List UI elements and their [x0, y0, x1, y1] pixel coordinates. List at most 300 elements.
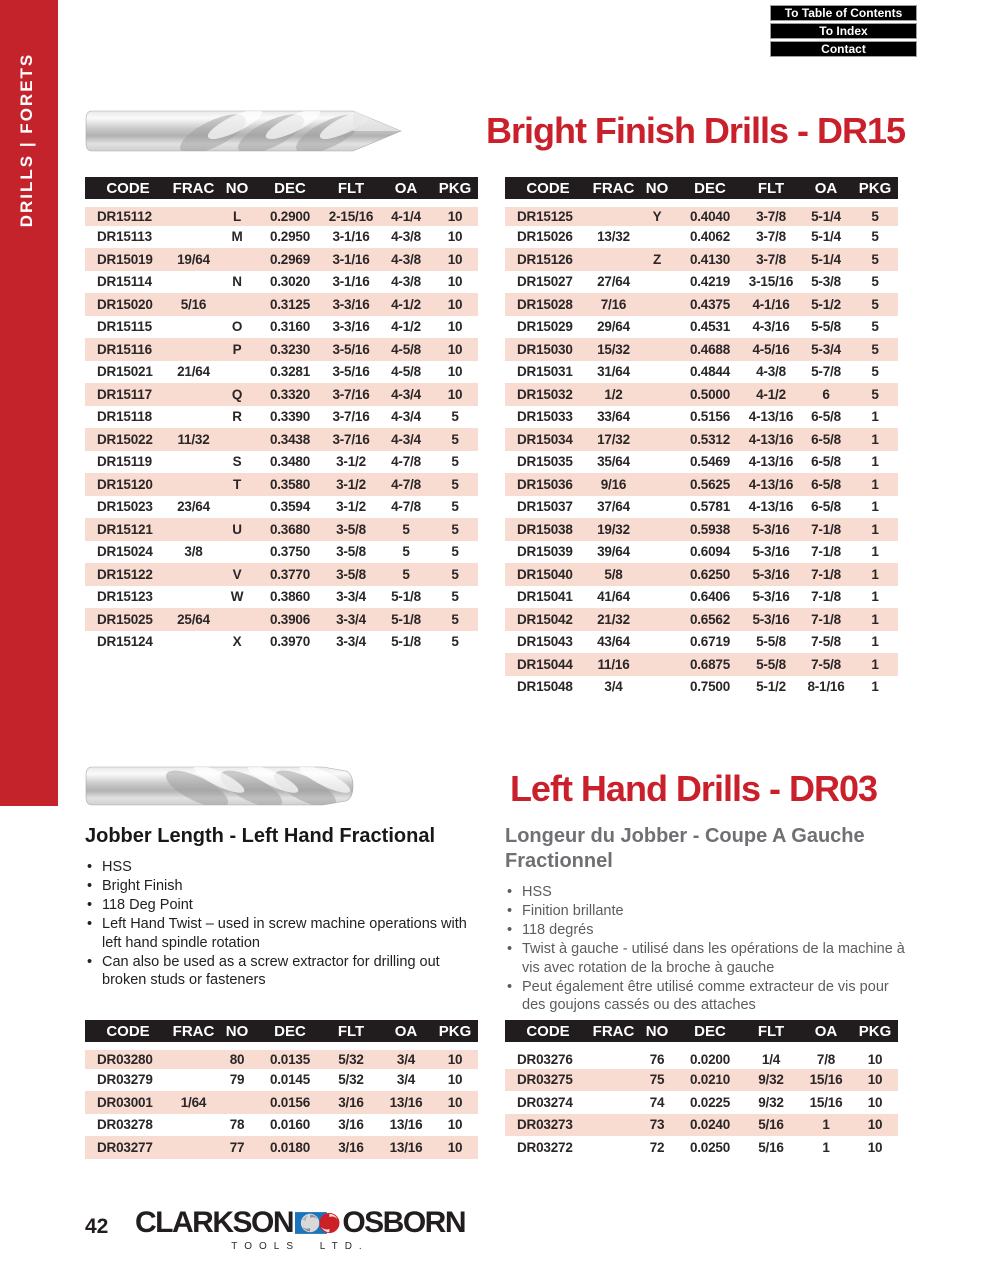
- table-cell: 29/64: [597, 319, 630, 335]
- table-cell: DR15037: [517, 499, 573, 515]
- table-row: [505, 518, 898, 541]
- column-header: PKG: [432, 1020, 478, 1046]
- table-cell: 1/2: [604, 386, 623, 402]
- table-cell: 13/16: [389, 1094, 423, 1110]
- table-cell: 5-5/8: [756, 656, 786, 672]
- table-cell: 1: [871, 476, 879, 492]
- table-cell: 43/64: [597, 634, 630, 650]
- table-cell: DR15024: [97, 544, 153, 560]
- table-cell: 10: [447, 386, 463, 402]
- table-cell: DR15123: [97, 589, 153, 605]
- column-header: NO: [216, 1020, 258, 1046]
- table-cell: 5-5/8: [756, 634, 786, 650]
- table-cell: 4-1/2: [391, 296, 421, 312]
- table-cell: DR03278: [97, 1117, 153, 1133]
- table-cell: 11/16: [597, 656, 630, 672]
- table-cell: 2-15/16: [328, 208, 374, 224]
- table-cell: 0.0135: [269, 1051, 311, 1067]
- table-cell: N: [232, 274, 242, 290]
- table-row: [505, 1046, 898, 1069]
- logo-swirl-icon: [295, 1208, 340, 1238]
- table-cell: DR03279: [97, 1072, 153, 1088]
- column-header: OA: [380, 177, 432, 203]
- table-cell: 7-1/8: [811, 544, 841, 560]
- table-cell: 7-1/8: [811, 611, 841, 627]
- table-cell: 5-3/8: [811, 274, 841, 290]
- table-cell: DR15026: [517, 229, 573, 245]
- table-cell: 3/16: [338, 1117, 364, 1133]
- table-row: [505, 361, 898, 384]
- table-cell: [636, 383, 678, 406]
- column-header: FRAC: [591, 1020, 636, 1046]
- table-cell: [636, 676, 678, 699]
- table-cell: 7/8: [816, 1051, 836, 1067]
- table-cell: DR15022: [97, 431, 153, 447]
- table-row: [85, 226, 478, 249]
- table-cell: 0.3480: [269, 454, 311, 470]
- table-cell: 3-7/8: [756, 208, 786, 224]
- table-cell: [636, 428, 678, 451]
- dr15-table-left: [85, 177, 478, 653]
- table-cell: 37/64: [597, 499, 630, 515]
- table-cell: 0.0225: [689, 1094, 731, 1110]
- table-cell: DR15044: [517, 656, 573, 672]
- table-row: [505, 203, 898, 226]
- bullet-item: • Finition brillante: [505, 902, 905, 921]
- table-cell: 5: [451, 454, 459, 470]
- bullet-item: • Left Hand Twist – used in screw machine operations with left hand spindle rotation: [85, 915, 477, 952]
- table-cell: 4-13/16: [748, 499, 794, 515]
- table-cell: 3-15/16: [748, 274, 794, 290]
- table-cell: DR15028: [517, 296, 573, 312]
- logo-subtext: TOOLS LTD.: [231, 1241, 369, 1252]
- table-cell: 79: [229, 1072, 245, 1088]
- bullet-item: • Peut également être utilisé comme extracteur de vis pour des goujons cassés ou des attaches: [505, 978, 905, 1015]
- table-row: [85, 1069, 478, 1092]
- table-cell: 80: [229, 1051, 245, 1067]
- table-cell: DR03001: [97, 1094, 153, 1110]
- table-cell: 5-3/16: [752, 521, 790, 537]
- table-cell: 5: [402, 521, 410, 537]
- table-cell: 5-5/8: [811, 319, 841, 335]
- table-row: [505, 1136, 898, 1159]
- table-row: [505, 496, 898, 519]
- table-cell: DR15025: [97, 611, 153, 627]
- table-cell: 3-1/16: [332, 274, 370, 290]
- logo-text-clarkson: CLARKSON: [135, 1206, 293, 1239]
- table-cell: 3-1/16: [332, 229, 370, 245]
- dr03-table-right: [505, 1020, 898, 1159]
- table-row: [505, 316, 898, 339]
- column-header: PKG: [852, 1020, 898, 1046]
- table-cell: 0.4130: [689, 251, 731, 267]
- table-cell: [216, 293, 258, 316]
- table-cell: 3-3/4: [336, 589, 366, 605]
- table-cell: 5: [871, 386, 879, 402]
- table-cell: 5-1/8: [391, 634, 421, 650]
- table-cell: DR03280: [97, 1051, 153, 1067]
- table-cell: 3-7/8: [756, 251, 786, 267]
- table-row: [505, 608, 898, 631]
- table-cell: [591, 1114, 636, 1137]
- table-cell: 5: [871, 208, 879, 224]
- table-cell: 6: [822, 386, 830, 402]
- table-cell: DR15121: [97, 521, 153, 537]
- table-cell: DR15048: [517, 679, 573, 695]
- table-cell: [171, 631, 216, 654]
- table-cell: [636, 541, 678, 564]
- column-header: FRAC: [171, 1020, 216, 1046]
- table-cell: 1/4: [761, 1051, 781, 1067]
- table-cell: DR15117: [97, 386, 152, 402]
- table-cell: 7-1/8: [811, 566, 841, 582]
- table-cell: 0.3770: [269, 566, 311, 582]
- table-cell: 0.7500: [689, 679, 731, 695]
- table-cell: [636, 406, 678, 429]
- table-cell: DR15042: [517, 611, 573, 627]
- table-cell: 3-5/8: [336, 521, 366, 537]
- table-cell: DR15027: [517, 274, 573, 290]
- table-cell: DR15038: [517, 521, 573, 537]
- table-cell: DR15034: [517, 431, 573, 447]
- table-cell: 10: [447, 1051, 463, 1067]
- table-row: [505, 428, 898, 451]
- table-row: [505, 226, 898, 249]
- table-cell: 6-5/8: [811, 454, 841, 470]
- table-cell: 3/4: [396, 1051, 416, 1067]
- table-row: [505, 1069, 898, 1092]
- table-cell: [636, 563, 678, 586]
- column-header: OA: [800, 1020, 852, 1046]
- table-cell: 0.3860: [269, 589, 311, 605]
- table-cell: DR15030: [517, 341, 573, 357]
- table-cell: 10: [447, 1094, 463, 1110]
- left-hand-drill-image: [85, 758, 355, 814]
- table-cell: DR15041: [517, 589, 573, 605]
- table-cell: DR15114: [97, 274, 152, 290]
- table-row: [505, 1091, 898, 1114]
- table-cell: 21/32: [597, 611, 630, 627]
- table-cell: 5-1/2: [811, 296, 841, 312]
- table-cell: 23/64: [177, 499, 210, 515]
- to-table-of-contents-button[interactable]: To Table of Contents: [770, 5, 917, 21]
- table-cell: 5: [871, 229, 879, 245]
- table-cell: 0.0180: [269, 1139, 311, 1155]
- table-cell: 5-3/16: [752, 611, 790, 627]
- table-cell: 0.4219: [689, 274, 731, 290]
- table-cell: [171, 586, 216, 609]
- table-cell: 1: [871, 589, 879, 605]
- table-cell: 9/32: [758, 1072, 784, 1088]
- bullet-item: • Twist à gauche - utilisé dans les opérations de la machine à vis avec rotation de la broche à gauche: [505, 940, 905, 977]
- table-row: [85, 473, 478, 496]
- table-cell: 0.6875: [689, 656, 731, 672]
- table-cell: 11/32: [177, 431, 210, 447]
- table-cell: [636, 338, 678, 361]
- table-cell: 0.2950: [269, 229, 311, 245]
- table-cell: 1: [871, 521, 879, 537]
- table-cell: 15/16: [809, 1072, 843, 1088]
- table-cell: 0.3438: [269, 431, 311, 447]
- table-cell: 4-1/16: [752, 296, 790, 312]
- table-cell: [636, 586, 678, 609]
- table-cell: DR15021: [97, 364, 153, 380]
- table-cell: 73: [649, 1117, 665, 1133]
- table-cell: 5/16: [180, 296, 207, 312]
- table-cell: 4-7/8: [391, 476, 421, 492]
- table-cell: 3-3/16: [332, 296, 370, 312]
- table-cell: 5: [871, 341, 879, 357]
- table-cell: [171, 226, 216, 249]
- table-cell: 3-1/16: [332, 251, 370, 267]
- table-cell: O: [231, 319, 243, 335]
- table-cell: 5: [871, 251, 879, 267]
- table-cell: DR03275: [517, 1072, 573, 1088]
- table-cell: 7-1/8: [811, 589, 841, 605]
- table-cell: 19/64: [177, 251, 210, 267]
- table-cell: 3/4: [396, 1072, 416, 1088]
- table-cell: 1: [871, 499, 879, 515]
- table-cell: [171, 1114, 216, 1137]
- table-cell: 0.6250: [689, 566, 731, 582]
- bullet-item: • Bright Finish: [85, 877, 477, 896]
- table-cell: 5: [402, 544, 410, 560]
- table-cell: 0.0210: [689, 1072, 731, 1088]
- table-row: [85, 203, 478, 226]
- table-cell: [636, 361, 678, 384]
- column-header: NO: [636, 1020, 678, 1046]
- sidebar-label: DRILLS | FORETS: [17, 52, 36, 228]
- table-cell: DR15031: [517, 364, 573, 380]
- table-cell: 0.5000: [689, 386, 731, 402]
- table-cell: [591, 1069, 636, 1092]
- table-cell: 3/16: [338, 1139, 364, 1155]
- table-cell: 10: [447, 229, 463, 245]
- table-cell: DR15126: [517, 251, 573, 267]
- table-row: [85, 361, 478, 384]
- table-cell: 13/32: [597, 229, 630, 245]
- table-cell: 5-1/4: [811, 251, 841, 267]
- table-cell: 35/64: [597, 454, 630, 470]
- table-cell: 10: [447, 1117, 463, 1133]
- table-cell: 4-13/16: [748, 431, 794, 447]
- table-cell: 6-5/8: [811, 476, 841, 492]
- table-cell: 5: [451, 521, 459, 537]
- table-cell: 74: [649, 1094, 665, 1110]
- table-cell: 5-1/2: [756, 679, 786, 695]
- table-cell: 4-3/8: [391, 251, 421, 267]
- table-cell: 5: [451, 409, 459, 425]
- table-cell: 4-3/16: [752, 319, 790, 335]
- table-cell: 0.3230: [269, 341, 311, 357]
- table-cell: 3-7/16: [332, 386, 370, 402]
- table-cell: 4-3/4: [391, 431, 421, 447]
- table-cell: 7-5/8: [811, 634, 841, 650]
- table-cell: 5/8: [604, 566, 623, 582]
- table-cell: [171, 338, 216, 361]
- table-cell: 5-3/16: [752, 589, 790, 605]
- table-cell: 0.4375: [689, 296, 731, 312]
- table-cell: 4-3/4: [391, 409, 421, 425]
- table-cell: DR15020: [97, 296, 153, 312]
- table-cell: 0.3390: [269, 409, 311, 425]
- twist-drill-image: [85, 100, 405, 162]
- table-cell: [171, 473, 216, 496]
- table-cell: V: [232, 566, 242, 582]
- table-cell: [591, 203, 636, 226]
- table-cell: 4-1/2: [756, 386, 786, 402]
- table-cell: 15/32: [597, 341, 630, 357]
- table-cell: [636, 496, 678, 519]
- table-row: [85, 271, 478, 294]
- table-cell: 0.5781: [689, 499, 731, 515]
- description-english: [85, 824, 477, 990]
- table-cell: 5: [871, 319, 879, 335]
- table-cell: 0.3680: [269, 521, 311, 537]
- table-cell: DR15023: [97, 499, 153, 515]
- table-cell: [171, 563, 216, 586]
- table-cell: 0.3125: [269, 296, 311, 312]
- table-cell: 0.3750: [269, 544, 311, 560]
- table-row: [505, 383, 898, 406]
- table-cell: 7-5/8: [811, 656, 841, 672]
- table-cell: 4-1/4: [391, 208, 421, 224]
- table-cell: 33/64: [597, 409, 630, 425]
- table-cell: 5-3/16: [752, 544, 790, 560]
- table-cell: 7-1/8: [811, 521, 841, 537]
- table-cell: [171, 271, 216, 294]
- table-cell: [636, 226, 678, 249]
- table-row: [85, 406, 478, 429]
- table-cell: [636, 271, 678, 294]
- table-cell: 3-1/2: [336, 454, 366, 470]
- table-cell: 1: [871, 566, 879, 582]
- table-cell: 7/16: [600, 296, 627, 312]
- table-row: [85, 316, 478, 339]
- table-cell: 10: [867, 1051, 883, 1067]
- table-cell: 0.6562: [689, 611, 731, 627]
- table-cell: 0.3580: [269, 476, 311, 492]
- table-row: [505, 451, 898, 474]
- to-index-button[interactable]: To Index: [770, 23, 917, 39]
- bullet-item: • HSS: [85, 858, 477, 877]
- table-cell: [216, 608, 258, 631]
- table-cell: 4-13/16: [748, 409, 794, 425]
- table-cell: 5/32: [338, 1072, 364, 1088]
- table-cell: 5/32: [338, 1051, 364, 1067]
- table-cell: [591, 1136, 636, 1159]
- table-row: [505, 676, 898, 699]
- table-cell: 1: [822, 1139, 830, 1155]
- table-cell: 10: [447, 296, 463, 312]
- table-cell: 72: [649, 1139, 665, 1155]
- table-row: [505, 406, 898, 429]
- table-cell: [171, 406, 216, 429]
- table-cell: 4-7/8: [391, 499, 421, 515]
- table-cell: 0.5625: [689, 476, 731, 492]
- table-cell: Q: [231, 386, 243, 402]
- table-cell: 9/32: [758, 1094, 784, 1110]
- table-cell: [636, 316, 678, 339]
- table-cell: 5/16: [758, 1117, 784, 1133]
- table-cell: [216, 541, 258, 564]
- table-cell: 5: [451, 634, 459, 650]
- column-header: CODE: [85, 1020, 171, 1046]
- table-cell: 10: [867, 1117, 883, 1133]
- table-cell: R: [232, 409, 242, 425]
- table-cell: [171, 1046, 216, 1069]
- table-row: [85, 608, 478, 631]
- column-header: NO: [216, 177, 258, 203]
- table-header-row: [505, 1020, 898, 1046]
- table-cell: [171, 1136, 216, 1159]
- table-cell: 21/64: [177, 364, 210, 380]
- bullet-item: • HSS: [505, 883, 905, 902]
- table-cell: DR15116: [97, 341, 152, 357]
- table-cell: [636, 451, 678, 474]
- table-cell: 3-1/2: [336, 499, 366, 515]
- table-cell: 0.2900: [269, 208, 311, 224]
- table-cell: [171, 383, 216, 406]
- table-cell: [216, 248, 258, 271]
- table-cell: [591, 248, 636, 271]
- table-cell: 0.0156: [269, 1094, 311, 1110]
- logo-text-osborn: OSBORN: [342, 1206, 465, 1239]
- contact-button[interactable]: Contact: [770, 41, 917, 57]
- table-cell: 78: [229, 1117, 245, 1133]
- table-cell: 3-5/16: [332, 364, 370, 380]
- table-row: [505, 293, 898, 316]
- table-cell: DR15029: [517, 319, 573, 335]
- table-cell: 4-7/8: [391, 454, 421, 470]
- table-cell: 10: [447, 274, 463, 290]
- table-row: [505, 563, 898, 586]
- table-cell: 77: [229, 1139, 245, 1155]
- table-cell: DR15112: [97, 208, 152, 224]
- table-cell: 75: [649, 1072, 665, 1088]
- table-row: [85, 1091, 478, 1114]
- table-cell: DR03277: [97, 1139, 153, 1155]
- table-row: [85, 383, 478, 406]
- table-cell: 5: [871, 296, 879, 312]
- table-cell: 10: [447, 208, 463, 224]
- column-header: FLT: [322, 177, 380, 203]
- bullet-item: • Can also be used as a screw extractor for drilling out broken studs or fasteners: [85, 953, 477, 990]
- table-cell: 5/16: [758, 1139, 784, 1155]
- table-cell: [216, 428, 258, 451]
- table-cell: [171, 451, 216, 474]
- table-cell: 27/64: [597, 274, 630, 290]
- table-cell: 17/32: [597, 431, 630, 447]
- table-header-row: [85, 1020, 478, 1046]
- table-cell: 0.3281: [269, 364, 311, 380]
- table-cell: 0.4531: [689, 319, 731, 335]
- table-cell: 0.0240: [689, 1117, 731, 1133]
- table-cell: U: [232, 521, 242, 537]
- table-cell: 10: [867, 1072, 883, 1088]
- table-header-row: [85, 177, 478, 203]
- column-header: FRAC: [591, 177, 636, 203]
- table-cell: 1: [871, 634, 879, 650]
- column-header: FLT: [742, 1020, 800, 1046]
- table-cell: 0.5312: [689, 431, 731, 447]
- column-header: OA: [380, 1020, 432, 1046]
- table-cell: DR15125: [517, 208, 573, 224]
- table-cell: 3-7/16: [332, 409, 370, 425]
- table-cell: 3/16: [338, 1094, 364, 1110]
- table-cell: 3-1/2: [336, 476, 366, 492]
- table-row: [505, 248, 898, 271]
